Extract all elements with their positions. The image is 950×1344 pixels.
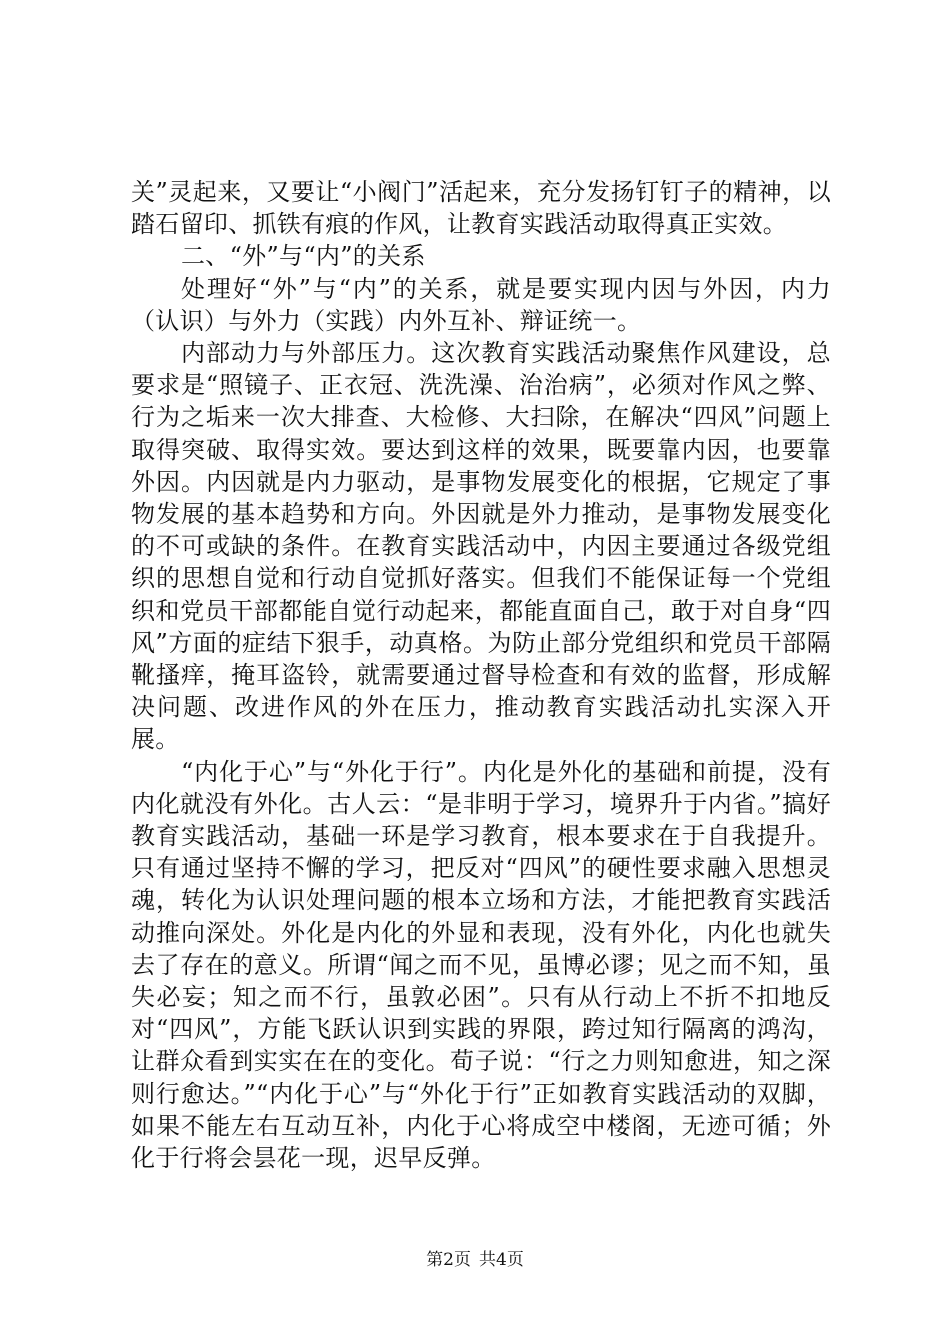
- section-heading: 二、“外”与“内”的关系: [181, 242, 426, 271]
- paragraph-continuation: 关”灵起来，又要让“小阀门”活起来，充分发扬钉钉子的精神，以踏石留印、抓铁有痕的作风，让教育实践活动取得真正实效。: [131, 178, 831, 239]
- paragraph: 内部动力与外部压力。这次教育实践活动聚焦作风建设，总要求是“照镜子、正衣冠、洗洗澡、治治病”，必须对作风之弊、行为之垢来一次大排查、大检修、大扫除，在解决“四风”问题上取得突破、取得实效。要达到这样的效果，既要靠内因，也要靠外因。内因就是内力驱动，是事物发展变化的根据，它规定了事物发展的基本趋势和方向。外因就是外力推动，是事物发展变化的不可或缺的条件。在教育实践活动中，内因主要通过各级党组织的思想自觉和行动自觉抓好落实。但我们不能保证每一个党组织和党员干部都能自觉行动起来，都能直面自己，敢于对自身“四风”方面的症结下狠手，动真格。为防止部分党组织和党员干部隔靴搔痒，掩耳盗铃，就需要通过督导检查和有效的监督，形成解决问题、改进作风的外在压力，推动教育实践活动扎实深入开展。: [131, 339, 831, 754]
- paragraph: “内化于心”与“外化于行”。内化是外化的基础和前提，没有内化就没有外化。古人云：“是非明于学习，境界升于内省。”搞好教育实践活动，基础一环是学习教育，根本要求在于自我提升。只有通过坚持不懈的学习，把反对“四风”的硬性要求融入思想灵魂，转化为认识处理问题的根本立场和方法，才能把教育实践活动推向深处。外化是内化的外显和表现，没有外化，内化也就失去了存在的意义。所谓“闻之而不见，虽博必谬；见之而不知，虽失必妄；知之而不行，虽敦必困”。只有从行动上不折不扣地反对“四风”，方能飞跃认识到实践的界限，跨过知行隔离的鸿沟，让群众看到实实在在的变化。荀子说：“行之力则知愈进，知之深则行愈达。”“内化于心”与“外化于行”正如教育实践活动的双脚，如果不能左右互动互补，内化于心将成空中楼阁，无迹可循；外化于行将会昙花一现，迟早反弹。: [131, 757, 831, 1173]
- page-number: 第2页: [426, 1250, 471, 1270]
- document-body: [131, 176, 831, 1174]
- paragraph: 处理好“外”与“内”的关系，就是要实现内因与外因，内力（认识）与外力（实践）内外互补、辩证统一。: [131, 274, 831, 335]
- page-footer: [0, 1245, 950, 1270]
- page-total: 共4页: [479, 1250, 524, 1270]
